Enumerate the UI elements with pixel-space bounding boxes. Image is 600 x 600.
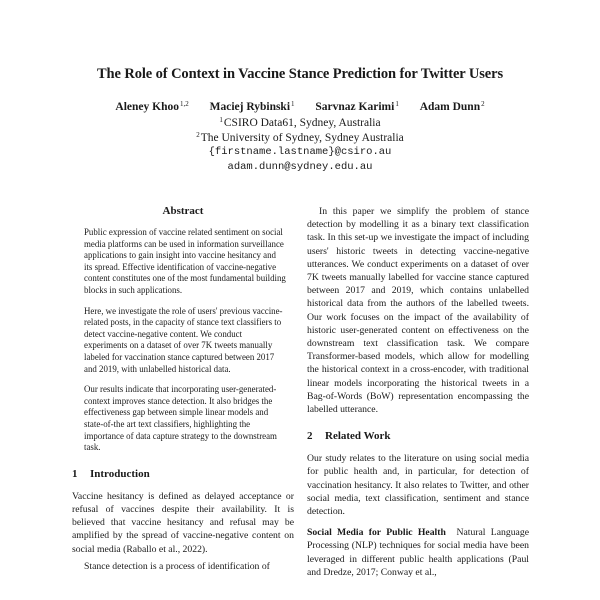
email: adam.dunn@sydney.edu.au [227, 161, 373, 173]
body-paragraph: Vaccine hesitancy is defined as delayed acceptance or refusal of vaccines despite their availability. It is believed that vaccine hesitancy and refusal may be amplified by the spread of vaccine-negative content on social media (Raballo et al., 2022). [72, 490, 294, 555]
body-paragraph: Our study relates to the literature on using social media for public health and, in particular, for detection of vaccination hesitancy. It also relates to Twitter, and other social media, text classification, sentiment and stance detection. [307, 453, 529, 518]
paragraph-text: Natural Language Processing (NLP) techniques for social media have been leveraged in different public health applications (Paul and Dredze, 2017; Conway et al., [307, 527, 529, 578]
section-heading-related-work: 2 Related Work [307, 430, 391, 443]
body-paragraph: In this paper we simplify the problem of stance detection by modelling it as a binary text classification task. In this set-up we investigate the impact of including users' historic tweets in detecting vaccine-negative utterances. We conduct experiments on a dataset of over 7K tweets manually labelled for vaccine stance captured between 2017 and 2019, which contains unlabelled historical data from the authors of the labelled tweets. Our work focuses on the impact of the availability of historic user-generated content on effectiveness on the downstream text classification task. We compare Transformer-based models, which allow for modelling the historical context in a cross-encoder, with traditional linear models incorporating the historical tweets in a Bag-of-Words (BoW) representation encompassing the labelled utterance. [307, 206, 529, 416]
author: Sarvnaz Karimi$^1$ [315, 100, 399, 113]
paragraph-title: Social Media for Public Health [307, 527, 446, 539]
left-column [72, 205, 294, 577]
affiliation: $^2$The University of Sydney, Sydney Australia [196, 131, 404, 144]
author: Maciej Rybinski$^1$ [209, 100, 295, 113]
email: {firstname.lastname}@csiro.au [208, 146, 392, 158]
author: Aleney Khoo$^{1,2}$ [115, 100, 189, 113]
right-column [307, 205, 529, 583]
body-paragraph: Stance detection is a process of identification of [84, 560, 270, 572]
paper-title: The Role of Context in Vaccine Stance Prediction for Twitter Users [96, 66, 504, 82]
author: Adam Dunn$^2$ [419, 100, 485, 113]
section-heading-introduction: 1 Introduction [72, 467, 150, 480]
abstract-paragraph: Our results indicate that incorporating user-generated-context improves stance detection. It also bridges the effectiveness gap between simple linear models and state-of-the art text classifiers, highlighting the importance of data capture strategy to the downstream task. [84, 384, 277, 453]
abstract-heading: Abstract [162, 205, 204, 217]
abstract-paragraph: Public expression of vaccine related sentiment on social media platforms can be used in information surveillance applications to gain insight into vaccine hesitancy and its spread. Effective identification of vaccine-negative content constitutes one of the most fundamental building blocks in such applications. [84, 227, 286, 295]
author-list [0, 100, 600, 113]
affiliation: $^1$CSIRO Data61, Sydney, Australia [219, 116, 381, 129]
body-paragraph [307, 526, 529, 579]
abstract-paragraph: Here, we investigate the role of users' previous vaccine-related posts, in the capacity of stance text classifiers to detect vaccine-negative content. We conduct experiments on a dataset of over 7K tweets manually labeled for vaccination stance captured between 2017 and 2019, with unlabelled historical data. [84, 305, 283, 374]
